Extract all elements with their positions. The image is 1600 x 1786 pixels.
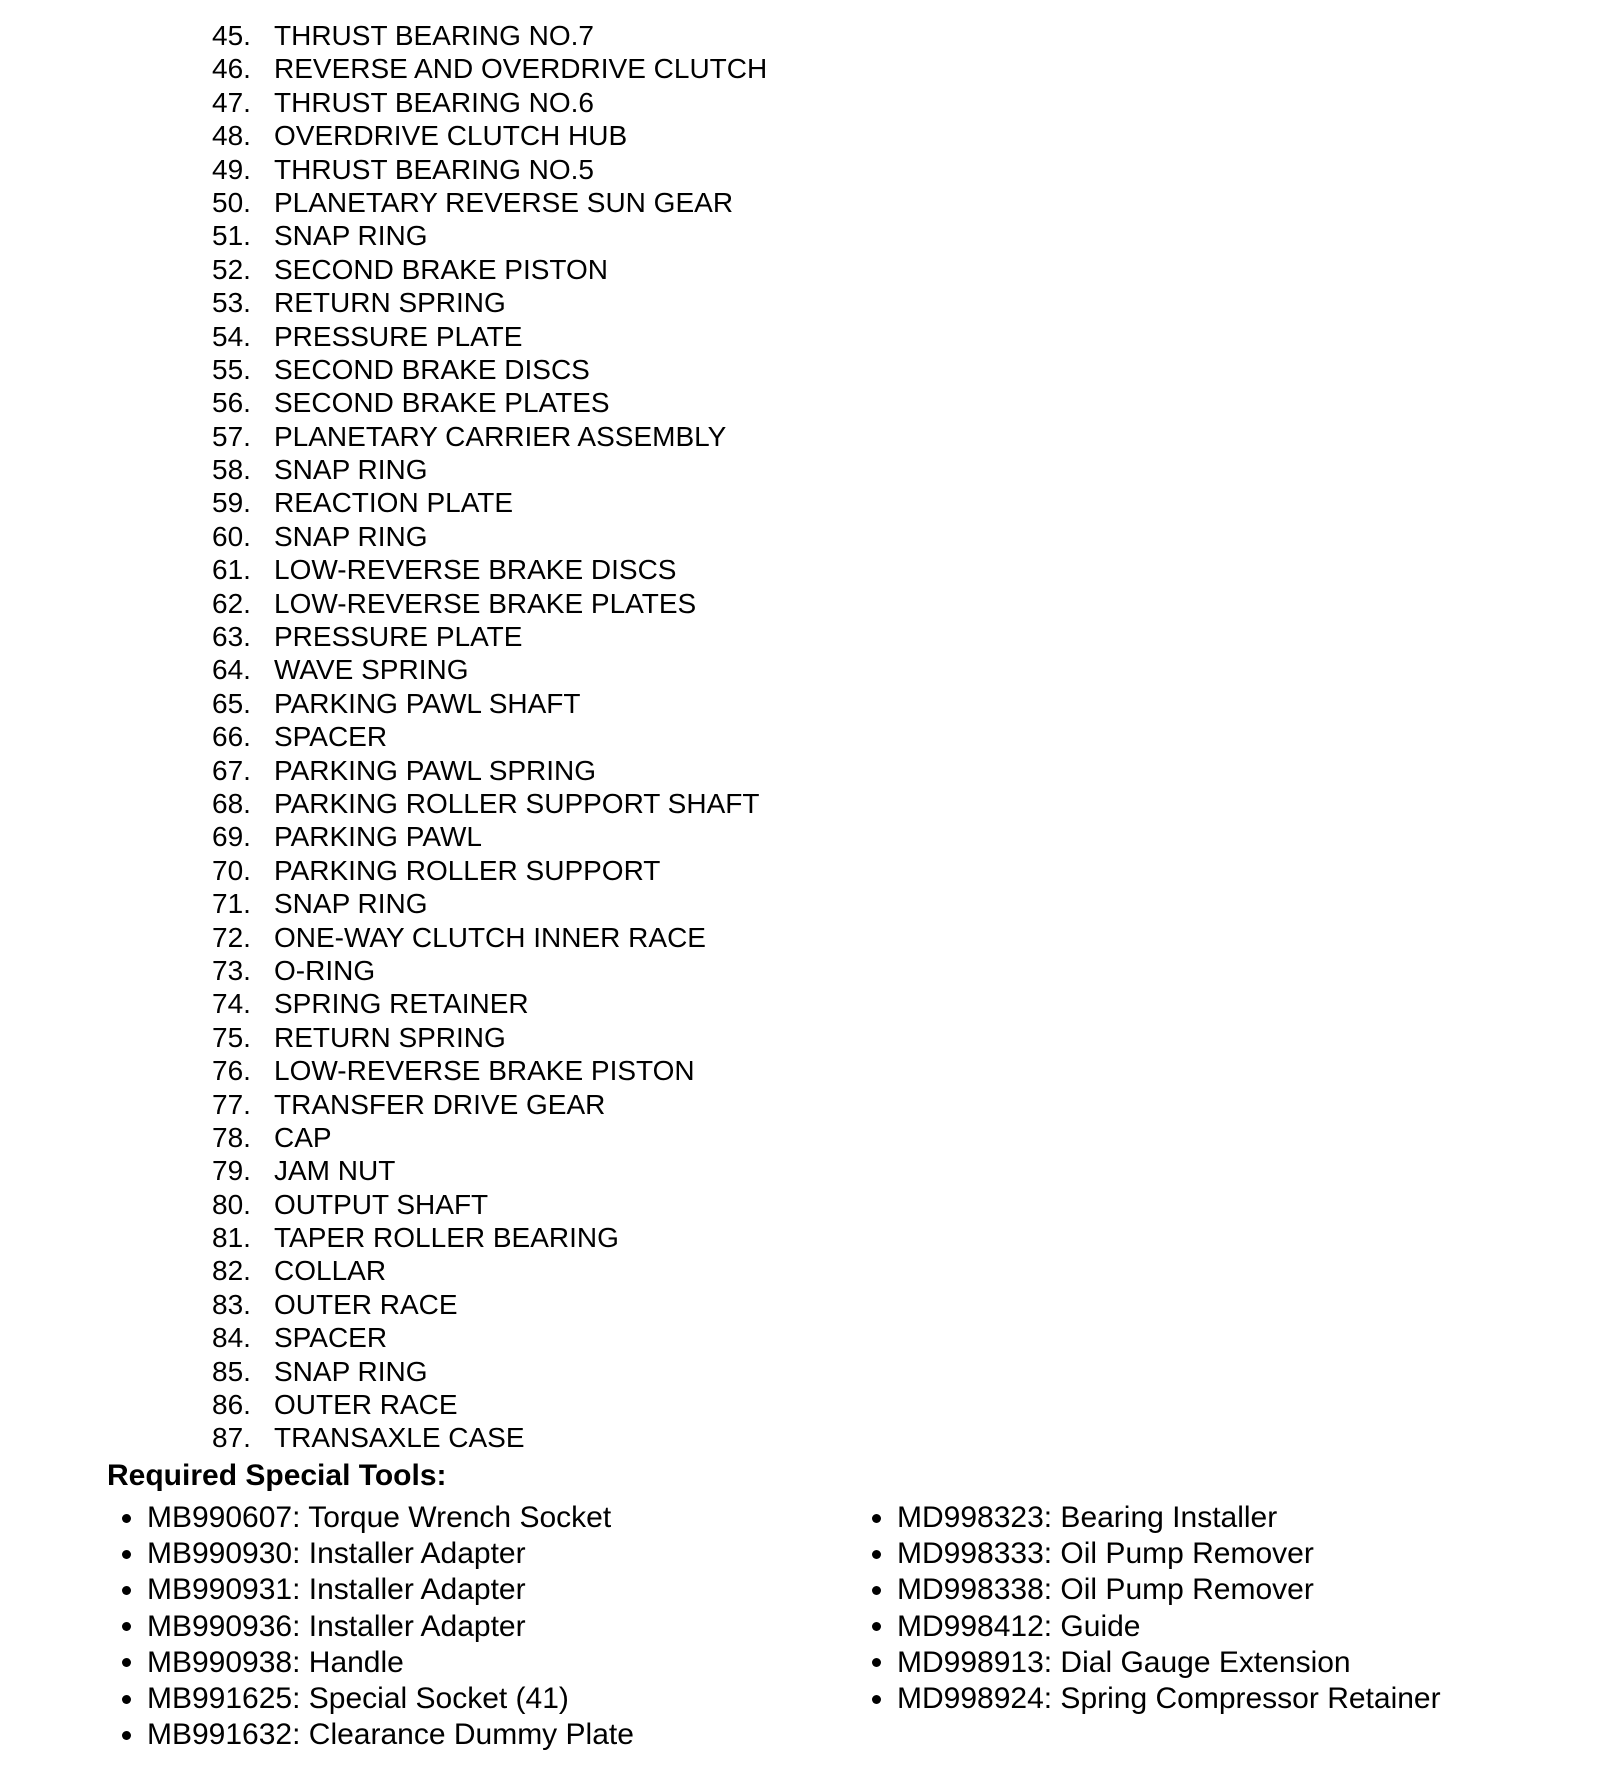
part-name: LOW-REVERSE BRAKE PISTON — [274, 1055, 695, 1087]
part-item — [212, 520, 767, 553]
part-number: 64. — [212, 654, 251, 686]
part-name: COLLAR — [274, 1255, 387, 1287]
bullet-icon — [122, 1586, 131, 1595]
part-number: 48. — [212, 120, 251, 152]
part-number: 58. — [212, 454, 251, 486]
required-special-tools-heading: Required Special Tools: — [107, 1459, 447, 1492]
part-number: 81. — [212, 1222, 251, 1254]
part-name: JAM NUT — [274, 1155, 396, 1187]
part-item — [212, 1088, 767, 1121]
special-tool-item — [872, 1609, 1441, 1645]
special-tool-label: MD998412: Guide — [897, 1609, 1141, 1643]
part-name: SNAP RING — [274, 1355, 428, 1387]
part-name: OUTER RACE — [274, 1389, 458, 1421]
part-item — [212, 119, 767, 152]
part-name: THRUST BEARING NO.5 — [274, 153, 594, 185]
special-tool-label: MB990938: Handle — [147, 1645, 404, 1679]
part-name: PARKING ROLLER SUPPORT SHAFT — [274, 787, 760, 819]
bullet-icon — [122, 1514, 131, 1523]
special-tool-label: MB990936: Installer Adapter — [147, 1609, 526, 1643]
part-name: RETURN SPRING — [274, 287, 506, 319]
part-name: THRUST BEARING NO.6 — [274, 86, 594, 118]
part-name: PARKING ROLLER SUPPORT — [274, 854, 661, 886]
special-tool-item — [872, 1500, 1441, 1536]
part-name: SNAP RING — [274, 220, 428, 252]
special-tool-item — [122, 1681, 634, 1717]
part-number: 86. — [212, 1389, 251, 1421]
bullet-icon — [122, 1622, 131, 1631]
special-tool-item — [872, 1645, 1441, 1681]
part-name: REACTION PLATE — [274, 487, 514, 519]
part-number: 52. — [212, 253, 251, 285]
part-item — [212, 420, 767, 453]
part-item — [212, 553, 767, 586]
part-number: 72. — [212, 921, 251, 953]
part-number: 70. — [212, 854, 251, 886]
bullet-icon — [872, 1658, 881, 1667]
part-item — [212, 453, 767, 486]
part-number: 54. — [212, 320, 251, 352]
part-name: SNAP RING — [274, 520, 428, 552]
part-name: O-RING — [274, 954, 376, 986]
part-number: 79. — [212, 1155, 251, 1187]
part-number: 71. — [212, 888, 251, 920]
special-tool-item — [122, 1536, 634, 1572]
part-name: RETURN SPRING — [274, 1021, 506, 1053]
part-number: 53. — [212, 287, 251, 319]
parts-list — [212, 19, 767, 1455]
part-number: 65. — [212, 687, 251, 719]
part-name: SPACER — [274, 1322, 388, 1354]
part-item — [212, 353, 767, 386]
special-tools-list-left — [122, 1500, 634, 1753]
part-number: 49. — [212, 153, 251, 185]
part-name: SNAP RING — [274, 454, 428, 486]
part-item — [212, 1221, 767, 1254]
part-item — [212, 52, 767, 85]
bullet-icon — [122, 1550, 131, 1559]
part-item — [212, 820, 767, 853]
part-item — [212, 787, 767, 820]
part-name: SPRING RETAINER — [274, 988, 529, 1020]
part-number: 59. — [212, 487, 251, 519]
special-tool-item — [122, 1645, 634, 1681]
part-number: 84. — [212, 1322, 251, 1354]
part-number: 62. — [212, 587, 251, 619]
part-number: 63. — [212, 621, 251, 653]
bullet-icon — [872, 1514, 881, 1523]
special-tool-label: MD998924: Spring Compressor Retainer — [897, 1681, 1441, 1715]
part-item — [212, 687, 767, 720]
part-name: LOW-REVERSE BRAKE DISCS — [274, 554, 677, 586]
special-tool-item — [122, 1717, 634, 1753]
part-name: SNAP RING — [274, 888, 428, 920]
part-item — [212, 1154, 767, 1187]
part-number: 76. — [212, 1055, 251, 1087]
part-number: 66. — [212, 721, 251, 753]
part-number: 50. — [212, 186, 251, 218]
part-number: 57. — [212, 420, 251, 452]
part-item — [212, 386, 767, 419]
part-item — [212, 921, 767, 954]
part-item — [212, 1321, 767, 1354]
part-item — [212, 954, 767, 987]
special-tool-label: MD998913: Dial Gauge Extension — [897, 1645, 1351, 1679]
part-item — [212, 1054, 767, 1087]
bullet-icon — [122, 1695, 131, 1704]
part-item — [212, 253, 767, 286]
part-name: PARKING PAWL SHAFT — [274, 687, 581, 719]
part-number: 74. — [212, 988, 251, 1020]
part-name: PRESSURE PLATE — [274, 320, 523, 352]
part-number: 73. — [212, 954, 251, 986]
bullet-icon — [872, 1695, 881, 1704]
part-name: SECOND BRAKE PISTON — [274, 253, 609, 285]
special-tool-item — [122, 1500, 634, 1536]
part-name: PARKING PAWL — [274, 821, 482, 853]
part-number: 75. — [212, 1021, 251, 1053]
part-number: 46. — [212, 53, 251, 85]
part-item — [212, 620, 767, 653]
special-tool-label: MD998333: Oil Pump Remover — [897, 1537, 1314, 1571]
part-item — [212, 754, 767, 787]
special-tool-label: MB990930: Installer Adapter — [147, 1537, 526, 1571]
part-item — [212, 1421, 767, 1454]
part-item — [212, 987, 767, 1020]
part-name: TRANSFER DRIVE GEAR — [274, 1088, 606, 1120]
part-number: 78. — [212, 1121, 251, 1153]
special-tool-item — [122, 1609, 634, 1645]
special-tool-label: MD998323: Bearing Installer — [897, 1501, 1278, 1534]
part-item — [212, 1355, 767, 1388]
bullet-icon — [122, 1731, 131, 1740]
special-tool-item — [872, 1536, 1441, 1572]
part-name: REVERSE AND OVERDRIVE CLUTCH — [274, 53, 768, 85]
part-name: TRANSAXLE CASE — [274, 1422, 525, 1454]
special-tool-label: MB990931: Installer Adapter — [147, 1573, 526, 1607]
part-number: 83. — [212, 1288, 251, 1320]
bullet-icon — [122, 1658, 131, 1667]
bullet-icon — [872, 1550, 881, 1559]
part-name: CAP — [274, 1121, 332, 1153]
part-number: 45. — [212, 20, 251, 51]
part-number: 55. — [212, 353, 251, 385]
part-number: 56. — [212, 387, 251, 419]
part-name: SPACER — [274, 721, 388, 753]
part-item — [212, 153, 767, 186]
part-name: OUTER RACE — [274, 1288, 458, 1320]
part-item — [212, 219, 767, 252]
part-item — [212, 720, 767, 753]
special-tool-label: MB991625: Special Socket (41) — [147, 1681, 569, 1715]
part-item — [212, 587, 767, 620]
special-tool-label: MB990607: Torque Wrench Socket — [147, 1501, 612, 1534]
part-name: PRESSURE PLATE — [274, 621, 523, 653]
part-item — [212, 19, 767, 52]
part-item — [212, 1254, 767, 1287]
special-tool-label: MB991632: Clearance Dummy Plate — [147, 1718, 634, 1752]
special-tools-list-right — [872, 1500, 1441, 1717]
part-name: LOW-REVERSE BRAKE PLATES — [274, 587, 697, 619]
part-name: SECOND BRAKE DISCS — [274, 353, 590, 385]
part-item — [212, 320, 767, 353]
part-name: OVERDRIVE CLUTCH HUB — [274, 120, 628, 152]
part-number: 77. — [212, 1088, 251, 1120]
part-item — [212, 1188, 767, 1221]
part-name: TAPER ROLLER BEARING — [274, 1222, 619, 1254]
part-name: ONE-WAY CLUTCH INNER RACE — [274, 921, 706, 953]
part-item — [212, 1388, 767, 1421]
special-tool-label: MD998338: Oil Pump Remover — [897, 1573, 1314, 1607]
part-item — [212, 653, 767, 686]
part-number: 85. — [212, 1355, 251, 1387]
special-tool-item — [872, 1572, 1441, 1608]
bullet-icon — [872, 1586, 881, 1595]
part-item — [212, 887, 767, 920]
part-name: PARKING PAWL SPRING — [274, 754, 597, 786]
part-name: SECOND BRAKE PLATES — [274, 387, 610, 419]
part-number: 60. — [212, 520, 251, 552]
part-name: THRUST BEARING NO.7 — [274, 20, 594, 51]
part-number: 87. — [212, 1422, 251, 1454]
part-item — [212, 186, 767, 219]
part-item — [212, 86, 767, 119]
part-name: PLANETARY REVERSE SUN GEAR — [274, 186, 734, 218]
part-item — [212, 286, 767, 319]
bullet-icon — [872, 1622, 881, 1631]
part-number: 47. — [212, 86, 251, 118]
part-number: 67. — [212, 754, 251, 786]
part-number: 68. — [212, 787, 251, 819]
part-number: 80. — [212, 1188, 251, 1220]
part-number: 69. — [212, 821, 251, 853]
part-item — [212, 1021, 767, 1054]
part-name: PLANETARY CARRIER ASSEMBLY — [274, 420, 727, 452]
part-number: 51. — [212, 220, 251, 252]
part-number: 61. — [212, 554, 251, 586]
part-number: 82. — [212, 1255, 251, 1287]
part-item — [212, 1288, 767, 1321]
part-item — [212, 854, 767, 887]
part-name: WAVE SPRING — [274, 654, 469, 686]
special-tool-item — [872, 1681, 1441, 1717]
part-name: OUTPUT SHAFT — [274, 1188, 489, 1220]
part-item — [212, 1121, 767, 1154]
part-item — [212, 486, 767, 519]
special-tool-item — [122, 1572, 634, 1608]
